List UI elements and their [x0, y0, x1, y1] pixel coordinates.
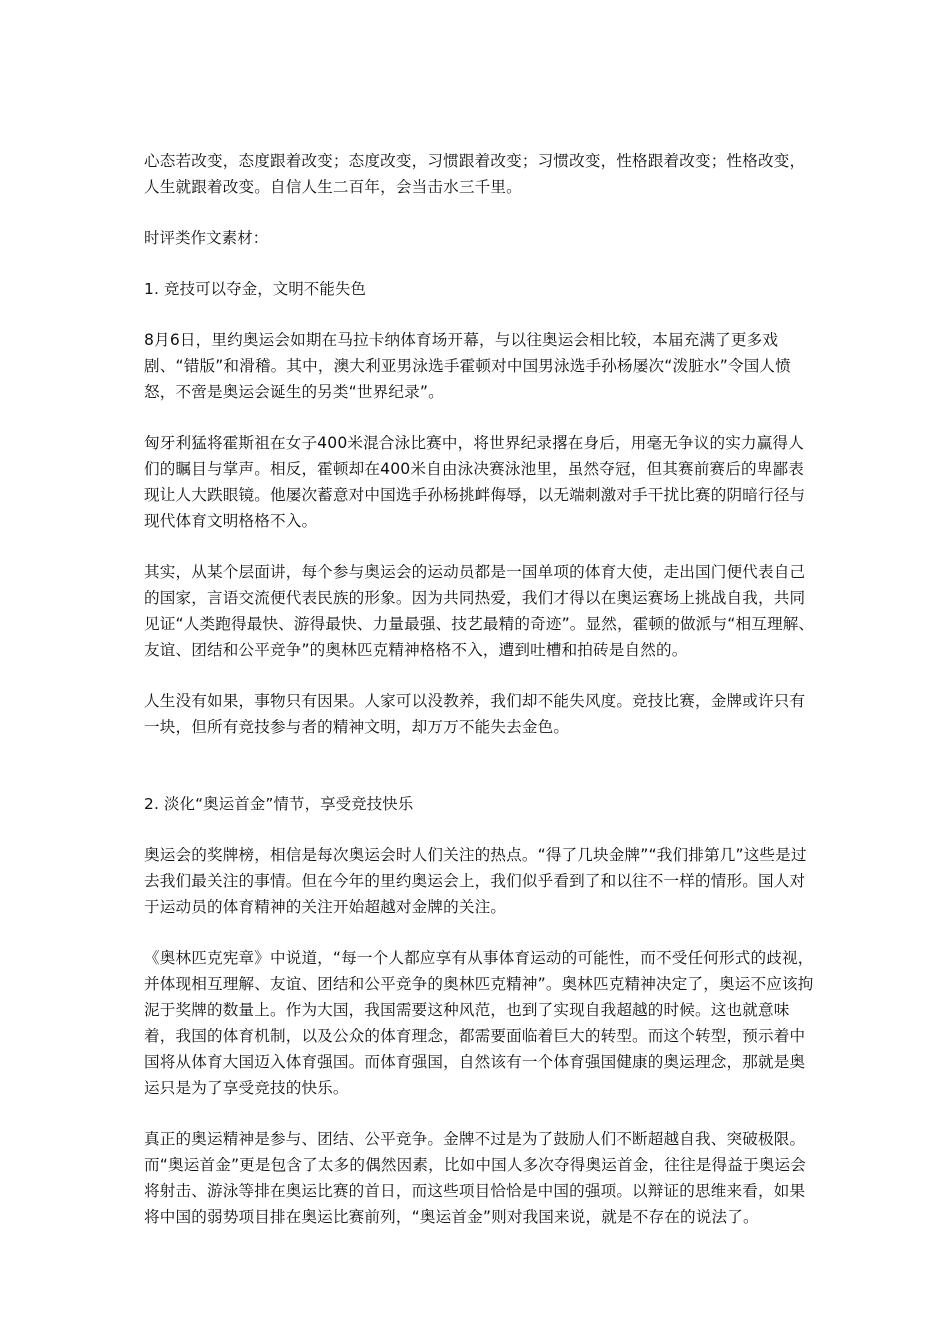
- paragraph-hosszu-horton: 匈牙利猛将霍斯祖在女子400米混合泳比赛中，将世界纪录撂在身后，用毫无争议的实力赢得人们的瞩目与掌声。相反，霍顿却在400米自由泳决赛泳池里，虽然夺冠，但其赛前赛后的卑鄙表现让人大跌眼镜。他屡次蓄意对中国选手孙杨挑衅侮辱，以无端刺激对手干扰比赛的阴暗行径与现代体育文明格格不入。: [144, 434, 806, 530]
- paragraph-rio-opening: 8月6日，里约奥运会如期在马拉卡纳体育场开幕，与以往奥运会相比较，本届充满了更多戏剧、“错版”和滑稽。其中，澳大利亚男泳选手霍顿对中国男泳选手孙杨屡次“泼脏水”令国人愤怒，不啻是奥运会诞生的另类“世界纪录”。: [144, 331, 791, 401]
- paragraph-sports-ambassador: 其实，从某个层面讲，每个参与奥运会的运动员都是一国单项的体育大使，走出国门便代表自己的国家，言语交流便代表民族的形象。因为共同热爱，我们才得以在奥运赛场上挑战自我，共同见证“人类跑得最快、游得最快、力量最强、技艺最精的奇迹”。显然，霍顿的做派与“相互理解、友谊、团结和公平竞争”的奥林匹克精神格格不入，遭到吐槽和拍砖是自然的。: [144, 563, 815, 659]
- paragraph-mindset: 心态若改变，态度跟着改变；态度改变，习惯跟着改变；习惯改变，性格跟着改变；性格改变，人生就跟着改变。自信人生二百年，会当击水三千里。: [144, 152, 806, 196]
- paragraph-spacer: [144, 200, 816, 225]
- paragraph-spacer: [144, 251, 816, 276]
- paragraph-spacer: [144, 817, 816, 842]
- paragraph-olympic-charter: 《奥林匹克宪章》中说道，“每一个人都应享有从事体育运动的可能性，而不受任何形式的歧视，并体现相互理解、友谊、团结和公平竞争的奥林匹克精神”。奥林匹克精神决定了，奥运不应该拘泥于奖牌的数量上。作为大国，我国需要这种风范，也到了实现自我超越的时候。这也就意味着，我国的体育机制，以及公众的体育理念，都需要面临着巨大的转型。而这个转型，预示着中国将从体育大国迈入体育强国。而体育强国，自然该有一个体育强国健康的奥运理念，那就是奥运只是为了享受竞技的快乐。: [144, 949, 814, 1097]
- section-spacer: [144, 740, 816, 791]
- paragraph-spacer: [144, 663, 816, 688]
- heading-topic-1: 1. 竞技可以夺金，文明不能失色: [144, 280, 367, 298]
- heading-topic-2: 2. 淡化“奥运首金”情节，享受竞技快乐: [144, 795, 414, 813]
- paragraph-true-olympic-spirit: 真正的奥运精神是参与、团结、公平竞争。金牌不过是为了鼓励人们不断超越自我、突破极限。而“奥运首金”更是包含了太多的偶然因素，比如中国人多次夺得奥运首金，往往是得益于奥运会将射击、游泳等排在奥运比赛的首日，而这些项目恰恰是中国的强项。以辩证的思维来看，如果将中国的弱势项目排在奥运比赛前列，“奥运首金”则对我国来说，就是不存在的说法了。: [144, 1130, 806, 1226]
- paragraph-cause-effect: 人生没有如果，事物只有因果。人家可以没教养，我们却不能失风度。竞技比赛，金牌或许只有一块，但所有竞技参与者的精神文明，却万万不能失去金色。: [144, 692, 806, 736]
- section-label-commentary-material: 时评类作文素材：: [144, 229, 269, 247]
- document-body: [144, 148, 816, 1230]
- paragraph-spacer: [144, 405, 816, 430]
- paragraph-medal-table: 奥运会的奖牌榜，相信是每次奥运会时人们关注的热点。“得了几块金牌”“我们排第几”这些是过去我们最关注的事情。但在今年的里约奥运会上，我们似乎看到了和以往不一样的情形。国人对于运动员的体育精神的关注开始超越对金牌的关注。: [144, 846, 807, 916]
- paragraph-spacer: [144, 1101, 816, 1126]
- paragraph-spacer: [144, 302, 816, 327]
- paragraph-spacer: [144, 534, 816, 559]
- paragraph-spacer: [144, 920, 816, 945]
